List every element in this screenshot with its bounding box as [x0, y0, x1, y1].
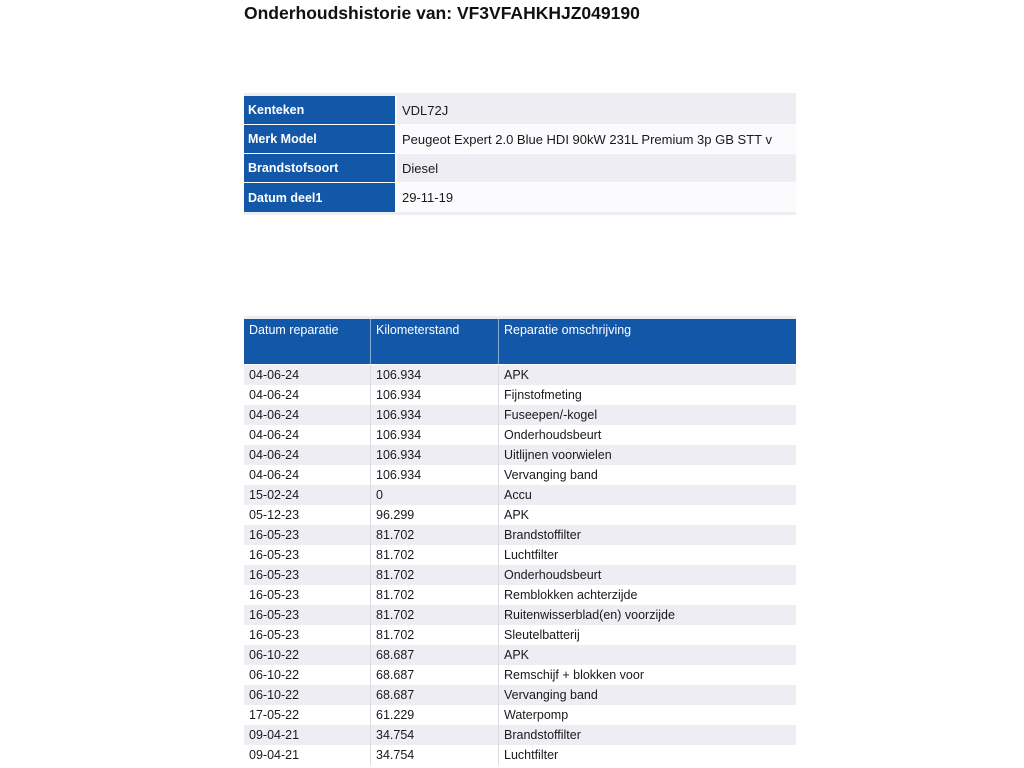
info-row — [244, 96, 796, 125]
cell-kilometerstand: 68.687 — [371, 685, 499, 705]
cell-datum-reparatie: 06-10-22 — [244, 685, 371, 705]
cell-reparatie-omschrijving: APK — [504, 648, 530, 662]
cell-datum-reparatie: 16-05-23 — [244, 545, 371, 565]
cell-kilometerstand: 106.934 — [371, 365, 499, 385]
table-row — [244, 385, 796, 405]
table-row — [244, 485, 796, 505]
cell-reparatie-omschrijving: APK — [504, 368, 530, 382]
cell-datum-reparatie: 16-05-23 — [244, 605, 371, 625]
cell-datum-reparatie: 16-05-23 — [244, 625, 371, 645]
table-row — [244, 665, 796, 685]
info-row — [244, 125, 796, 154]
cell-datum-reparatie: 04-06-24 — [244, 405, 371, 425]
cell-kilometerstand: 106.934 — [371, 465, 499, 485]
cell-reparatie-omschrijving: Uitlijnen voorwielen — [504, 448, 612, 462]
cell-kilometerstand: 106.934 — [371, 405, 499, 425]
table-row — [244, 525, 796, 545]
table-row — [244, 425, 796, 445]
cell-reparatie-omschrijving: Luchtfilter — [504, 748, 559, 762]
table-row — [244, 545, 796, 565]
info-row-label: Brandstofsoort — [244, 154, 397, 182]
table-row — [244, 725, 796, 745]
cell-reparatie-omschrijving: Luchtfilter — [504, 548, 559, 562]
info-row-label: Merk Model — [244, 125, 397, 153]
info-row-value: VDL72J — [397, 96, 796, 124]
table-row — [244, 565, 796, 585]
cell-datum-reparatie: 15-02-24 — [244, 485, 371, 505]
cell-reparatie-omschrijving: Sleutelbatterij — [504, 628, 580, 642]
cell-reparatie-omschrijving: APK — [504, 508, 530, 522]
table-row — [244, 685, 796, 705]
cell-datum-reparatie: 04-06-24 — [244, 445, 371, 465]
cell-reparatie-omschrijving: Onderhoudsbeurt — [504, 568, 602, 582]
cell-kilometerstand: 68.687 — [371, 645, 499, 665]
cell-kilometerstand: 96.299 — [371, 505, 499, 525]
cell-datum-reparatie: 04-06-24 — [244, 425, 371, 445]
cell-kilometerstand: 106.934 — [371, 445, 499, 465]
cell-datum-reparatie: 04-06-24 — [244, 385, 371, 405]
info-row-label: Kenteken — [244, 96, 397, 124]
cell-reparatie-omschrijving: Remschijf + blokken voor — [504, 668, 644, 682]
cell-datum-reparatie: 04-06-24 — [244, 365, 371, 385]
cell-kilometerstand: 81.702 — [371, 565, 499, 585]
cell-reparatie-omschrijving: Fuseepen/-kogel — [504, 408, 598, 422]
table-row — [244, 705, 796, 725]
table-row — [244, 505, 796, 525]
cell-reparatie-omschrijving: Onderhoudsbeurt — [504, 428, 602, 442]
cell-kilometerstand: 81.702 — [371, 605, 499, 625]
cell-kilometerstand: 106.934 — [371, 385, 499, 405]
info-row-value: Diesel — [397, 154, 796, 182]
cell-kilometerstand: 106.934 — [371, 425, 499, 445]
cell-reparatie-omschrijving: Brandstoffilter — [504, 728, 581, 742]
cell-reparatie-omschrijving: Fijnstofmeting — [504, 388, 582, 402]
page-title: Onderhoudshistorie van: VF3VFAHKHJZ049190 — [244, 3, 640, 23]
table-row — [244, 585, 796, 605]
cell-reparatie-omschrijving: Vervanging band — [504, 688, 598, 702]
column-header-reparatie-omschrijving: Reparatie omschrijving — [504, 323, 632, 337]
info-row — [244, 183, 796, 212]
maintenance-history-table — [244, 316, 796, 765]
table-row — [244, 605, 796, 625]
cell-kilometerstand: 81.702 — [371, 545, 499, 565]
cell-kilometerstand: 68.687 — [371, 665, 499, 685]
cell-datum-reparatie: 04-06-24 — [244, 465, 371, 485]
cell-reparatie-omschrijving: Ruitenwisserblad(en) voorzijde — [504, 608, 675, 622]
table-row — [244, 445, 796, 465]
table-row — [244, 645, 796, 665]
cell-datum-reparatie: 16-05-23 — [244, 525, 371, 545]
cell-datum-reparatie: 06-10-22 — [244, 665, 371, 685]
info-row-label: Datum deel1 — [244, 183, 397, 212]
table-row — [244, 745, 796, 765]
cell-reparatie-omschrijving: Accu — [504, 488, 532, 502]
cell-datum-reparatie: 05-12-23 — [244, 505, 371, 525]
cell-datum-reparatie: 09-04-21 — [244, 745, 371, 765]
table-header-row — [244, 319, 796, 365]
table-row — [244, 625, 796, 645]
cell-datum-reparatie: 16-05-23 — [244, 585, 371, 605]
cell-kilometerstand: 34.754 — [371, 745, 499, 765]
cell-kilometerstand: 81.702 — [371, 585, 499, 605]
column-header-datum-reparatie: Datum reparatie — [244, 319, 371, 364]
table-row — [244, 365, 796, 385]
column-header-kilometerstand: Kilometerstand — [371, 319, 499, 364]
cell-kilometerstand: 81.702 — [371, 525, 499, 545]
cell-reparatie-omschrijving: Vervanging band — [504, 468, 598, 482]
cell-kilometerstand: 34.754 — [371, 725, 499, 745]
cell-kilometerstand: 81.702 — [371, 625, 499, 645]
cell-kilometerstand: 0 — [371, 485, 499, 505]
info-row-value: Peugeot Expert 2.0 Blue HDI 90kW 231L Premium 3p GB STT v — [397, 125, 796, 153]
cell-datum-reparatie: 06-10-22 — [244, 645, 371, 665]
cell-reparatie-omschrijving: Waterpomp — [504, 708, 569, 722]
table-row — [244, 465, 796, 485]
cell-reparatie-omschrijving: Brandstoffilter — [504, 528, 581, 542]
cell-kilometerstand: 61.229 — [371, 705, 499, 725]
cell-datum-reparatie: 16-05-23 — [244, 565, 371, 585]
cell-datum-reparatie: 09-04-21 — [244, 725, 371, 745]
table-body — [244, 365, 796, 765]
table-row — [244, 405, 796, 425]
cell-reparatie-omschrijving: Remblokken achterzijde — [504, 588, 638, 602]
vehicle-info-table — [244, 93, 796, 215]
info-row-value: 29-11-19 — [397, 183, 796, 212]
info-row — [244, 154, 796, 183]
cell-datum-reparatie: 17-05-22 — [244, 705, 371, 725]
